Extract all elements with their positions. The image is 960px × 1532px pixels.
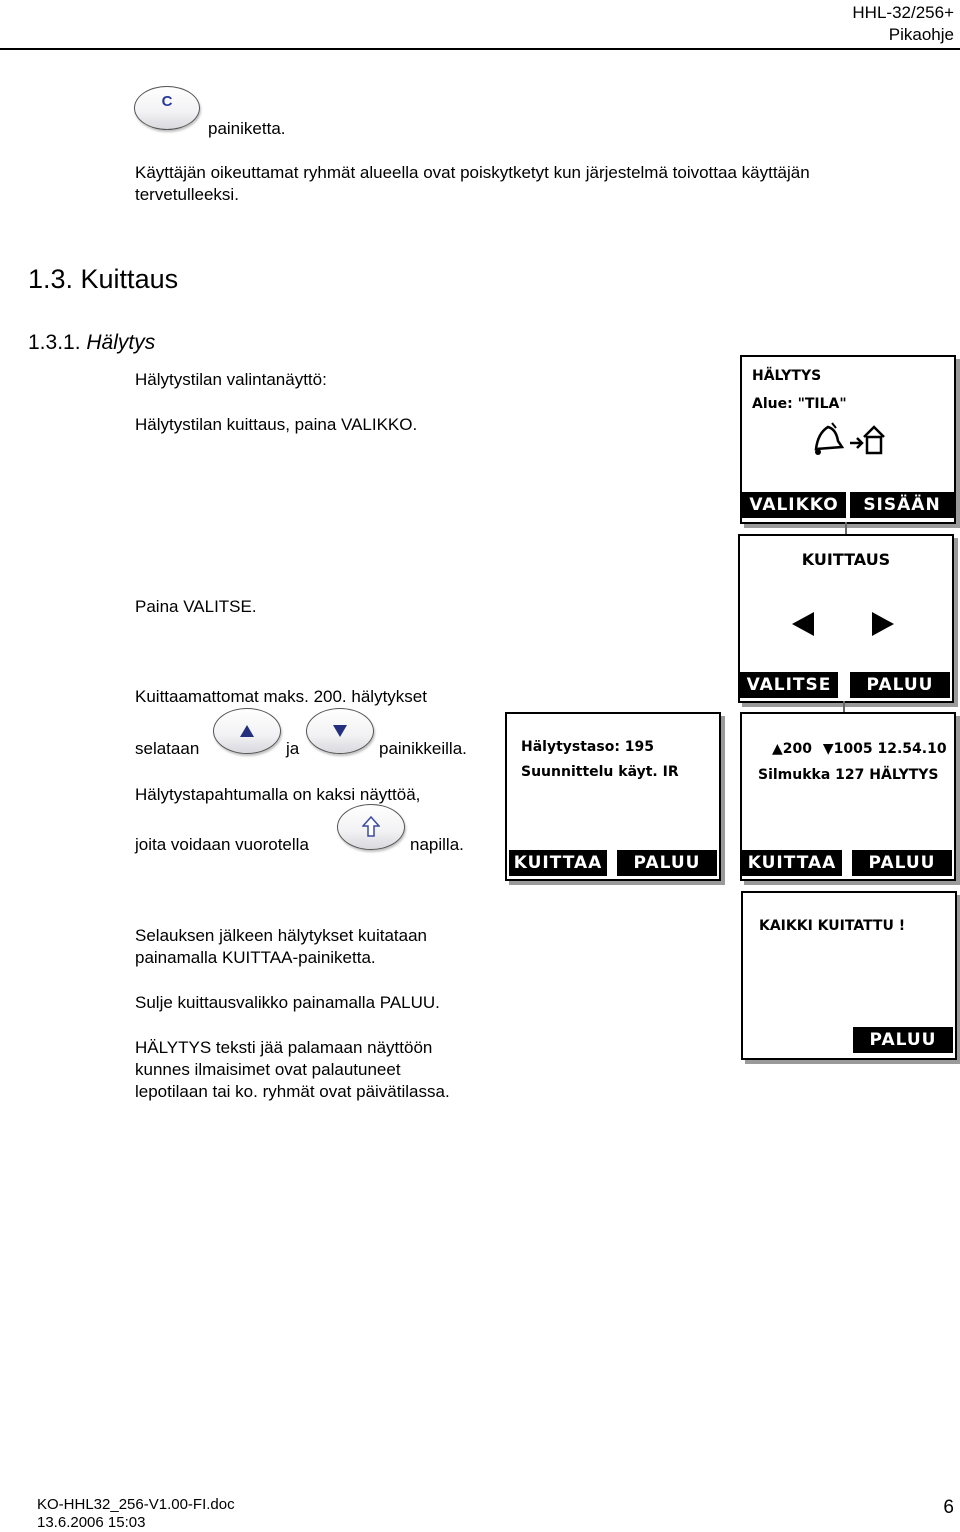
- text-after-browse-1: Selauksen jälkeen hälytykset kuitataan: [135, 926, 428, 945]
- text-press-select: Paina VALITSE.: [135, 597, 257, 616]
- header-rule: [0, 48, 960, 50]
- text-toggle-a: joita voidaan vuorotella: [135, 835, 309, 854]
- soft-key-back[interactable]: PALUU: [850, 672, 950, 698]
- up-key-button[interactable]: [213, 708, 281, 754]
- footer-page-number: 6: [943, 1497, 954, 1518]
- footer-filename: KO-HHL32_256-V1.00-FI.doc: [37, 1496, 235, 1513]
- lcd-level-line1: Hälytystaso: 195: [521, 739, 655, 755]
- lcd-done-message: KAIKKI KUITATTU !: [759, 918, 906, 934]
- lcd-level-line2: Suunnittelu käyt. IR: [521, 764, 679, 780]
- lcd-ack-title: KUITTAUS: [801, 550, 891, 569]
- subsection-number: 1.3.1.: [28, 331, 81, 354]
- section-title: 1.3. Kuittaus: [28, 264, 179, 294]
- triangle-down-icon: [332, 724, 348, 738]
- lcd-event-screen: [740, 712, 956, 881]
- shift-arrow-icon: [362, 816, 380, 838]
- header-doc-type: Pikaohje: [888, 25, 954, 44]
- subsection-name: Hälytys: [86, 331, 156, 354]
- lcd-alarm-title: HÄLYTYS: [752, 368, 822, 384]
- subsection-title: [28, 331, 155, 355]
- text-browse-a: selataan: [135, 739, 200, 758]
- lcd-event-line1: [772, 741, 947, 757]
- text-remain-1: HÄLYTYS teksti jää palamaan näyttöön: [135, 1038, 433, 1057]
- lcd-alarm-area: Alue: "TILA": [752, 396, 847, 412]
- header-doc-code: HHL-32/256+: [852, 3, 954, 22]
- house-exit-icon: [848, 419, 888, 459]
- screen-connector: [845, 522, 847, 534]
- soft-key-enter[interactable]: SISÄÄN: [850, 492, 954, 518]
- lcd-done-screen: [741, 891, 957, 1060]
- soft-key-back[interactable]: PALUU: [617, 850, 717, 876]
- soft-key-acknowledge[interactable]: KUITTAA: [509, 850, 607, 876]
- soft-key-menu[interactable]: VALIKKO: [742, 492, 846, 518]
- c-key-caption: painiketta.: [208, 119, 286, 138]
- text-browse-b: ja: [286, 739, 300, 758]
- triangle-up-icon: ▲: [772, 741, 783, 757]
- text-after-browse-2: painamalla KUITTAA-painiketta.: [135, 948, 376, 967]
- lcd-event-up-count: 200: [782, 741, 813, 757]
- soft-key-select[interactable]: VALITSE: [740, 672, 838, 698]
- arrow-right-icon[interactable]: [870, 610, 896, 638]
- soft-key-back[interactable]: PALUU: [853, 1027, 953, 1053]
- text-remain-2: kunnes ilmaisimet ovat palautuneet: [135, 1060, 401, 1079]
- text-browse-c: painikkeilla.: [379, 739, 467, 758]
- text-remain-3: lepotilaan tai ko. ryhmät ovat päivätilassa.: [135, 1082, 450, 1101]
- lcd-alarm-screen: [740, 355, 956, 524]
- lcd-level-screen: [505, 712, 721, 881]
- lcd-ack-screen: [738, 534, 954, 703]
- down-key-button[interactable]: [306, 708, 374, 754]
- triangle-down-icon: ▼: [822, 741, 834, 757]
- c-key-button[interactable]: [134, 86, 200, 130]
- footer-date: 13.6.2006 15:03: [37, 1514, 146, 1531]
- bell-icon: [806, 419, 846, 459]
- triangle-up-icon: [239, 724, 255, 738]
- text-close-menu: Sulje kuittausvalikko painamalla PALUU.: [135, 993, 440, 1012]
- soft-key-back[interactable]: PALUU: [852, 850, 952, 876]
- arrow-left-icon[interactable]: [790, 610, 816, 638]
- soft-key-acknowledge[interactable]: KUITTAA: [742, 850, 842, 876]
- text-ack-press-menu: Hälytystilan kuittaus, paina VALIKKO.: [135, 415, 418, 434]
- text-select-view: Hälytystilan valintanäyttö:: [135, 370, 327, 389]
- c-key-label: C: [161, 93, 173, 110]
- text-max-unack: Kuittaamattomat maks. 200. hälytykset: [135, 687, 427, 706]
- intro-line-1: Käyttäjän oikeuttamat ryhmät alueella ovat poiskytketyt kun järjestelmä toivottaa käyttäjän: [135, 163, 810, 182]
- intro-line-2: tervetulleeksi.: [135, 185, 239, 204]
- text-toggle-b: napilla.: [410, 835, 464, 854]
- lcd-event-down-info: 1005 12.54.10: [833, 741, 947, 757]
- lcd-event-line2: Silmukka 127 HÄLYTYS: [758, 767, 939, 783]
- text-two-views: Hälytystapahtumalla on kaksi näyttöä,: [135, 785, 421, 804]
- shift-key-button[interactable]: [337, 804, 405, 850]
